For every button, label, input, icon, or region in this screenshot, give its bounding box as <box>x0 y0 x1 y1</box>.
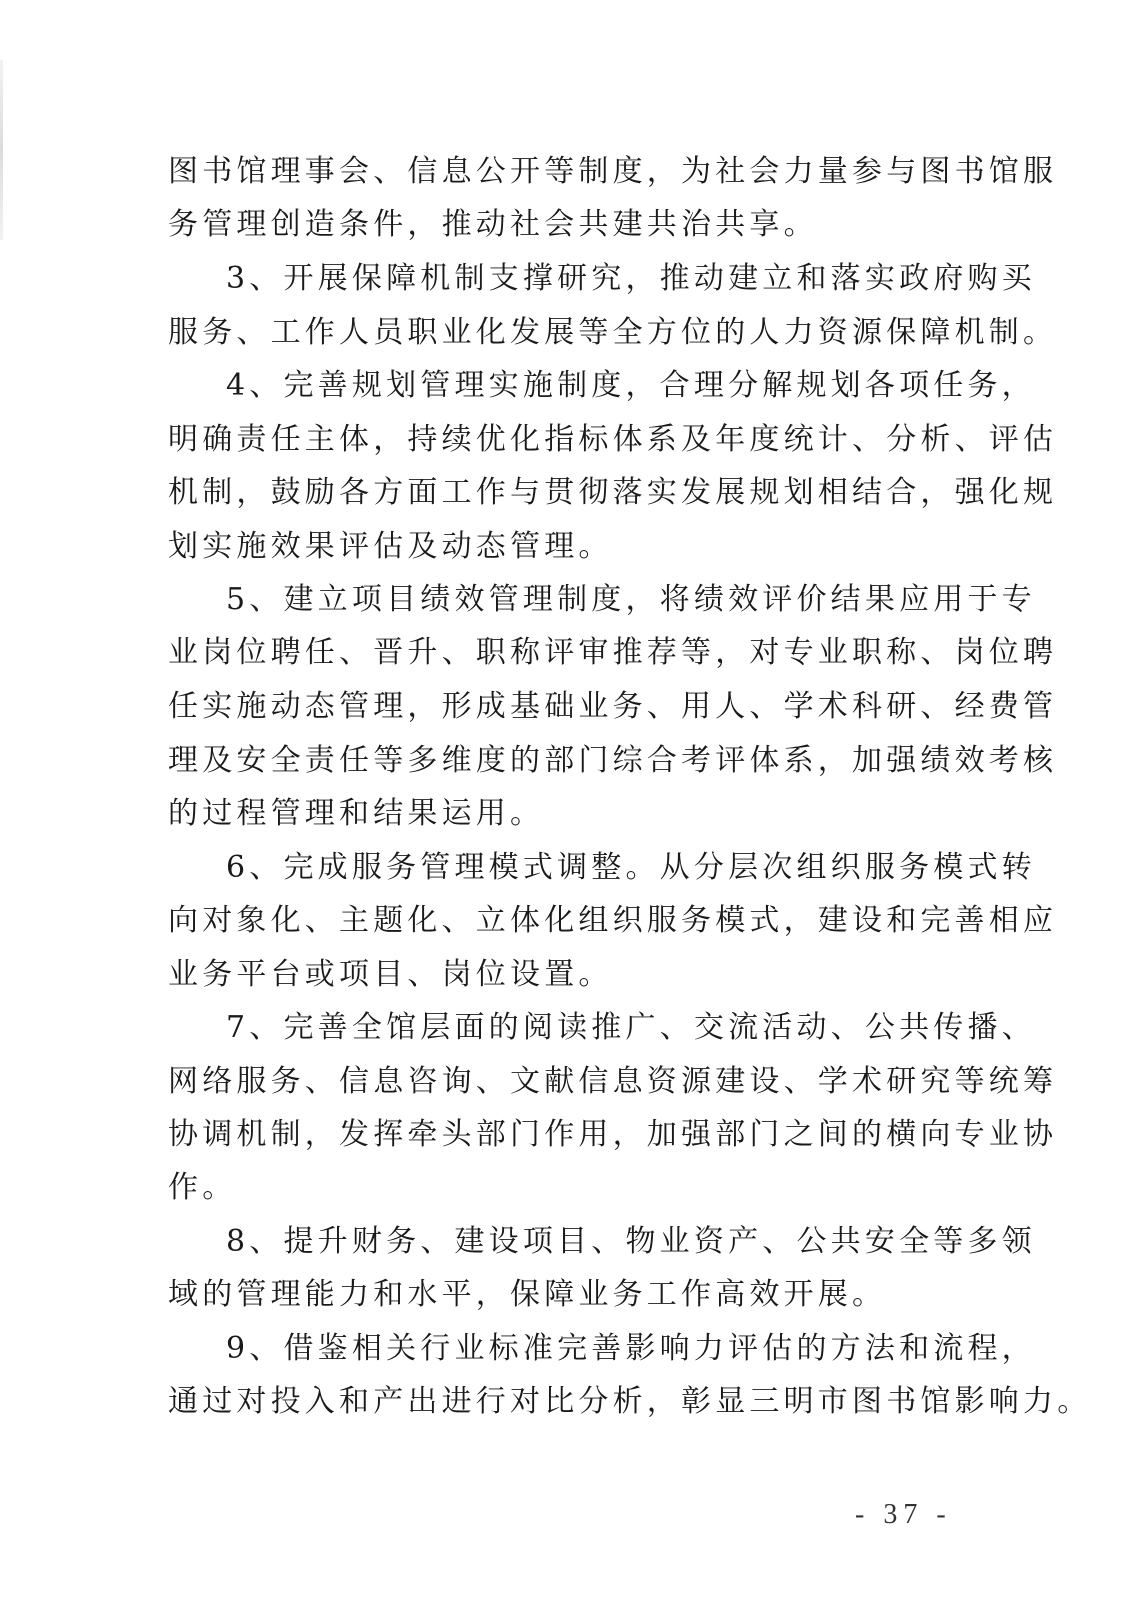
text-line: 服务、工作人员职业化发展等全方位的人力资源保障机制。 <box>168 315 1058 350</box>
text-line: 网络服务、信息咨询、文献信息资源建设、学术研究等统筹 <box>168 1064 1058 1099</box>
paragraph-4-start: 4、完善规划管理实施制度，合理分解规划各项任务， <box>226 368 1036 403</box>
text-line: 机制，鼓励各方面工作与贯彻落实发展规划相结合，强化规 <box>168 475 1058 510</box>
text-line: 业务平台或项目、岗位设置。 <box>168 957 613 992</box>
text-line: 协调机制，发挥牵头部门作用，加强部门之间的横向专业协 <box>168 1117 1058 1152</box>
text-line: 划实施效果评估及动态管理。 <box>168 529 613 564</box>
paragraph-7-start: 7、完善全馆层面的阅读推广、交流活动、公共传播、 <box>226 1010 1036 1045</box>
paragraph-5-start: 5、建立项目绩效管理制度，将绩效评价结果应用于专 <box>226 582 1036 617</box>
paragraph-6-start: 6、完成服务管理模式调整。从分层次组织服务模式转 <box>226 850 1036 885</box>
paragraph-9-start: 9、借鉴相关行业标准完善影响力评估的方法和流程， <box>226 1331 1036 1366</box>
text-line: 通过对投入和产出进行对比分析，彰显三明市图书馆影响力。 <box>168 1384 1092 1419</box>
text-line: 任实施动态管理，形成基础业务、用人、学术科研、经费管 <box>168 689 1058 724</box>
text-line: 作。 <box>168 1170 237 1205</box>
text-line: 域的管理能力和水平，保障业务工作高效开展。 <box>168 1277 887 1312</box>
text-line: 业岗位聘任、晋升、职称评审推荐等，对专业职称、岗位聘 <box>168 635 1058 670</box>
text-line: 图书馆理事会、信息公开等制度，为社会力量参与图书馆服 <box>168 154 1058 189</box>
paragraph-8-start: 8、提升财务、建设项目、物业资产、公共安全等多领 <box>226 1224 1036 1259</box>
text-line: 理及安全责任等多维度的部门综合考评体系，加强绩效考核 <box>168 743 1058 778</box>
paragraph-3-start: 3、开展保障机制支撑研究，推动建立和落实政府购买 <box>226 261 1036 296</box>
text-line: 向对象化、主题化、立体化组织服务模式，建设和完善相应 <box>168 903 1058 938</box>
text-line: 务管理创造条件，推动社会共建共治共享。 <box>168 207 818 242</box>
text-line: 的过程管理和结果运用。 <box>168 796 545 831</box>
text-line: 明确责任主体，持续优化指标体系及年度统计、分析、评估 <box>168 422 1058 457</box>
scan-edge-shadow <box>0 60 3 240</box>
page-number: - 37 - <box>855 1499 952 1530</box>
